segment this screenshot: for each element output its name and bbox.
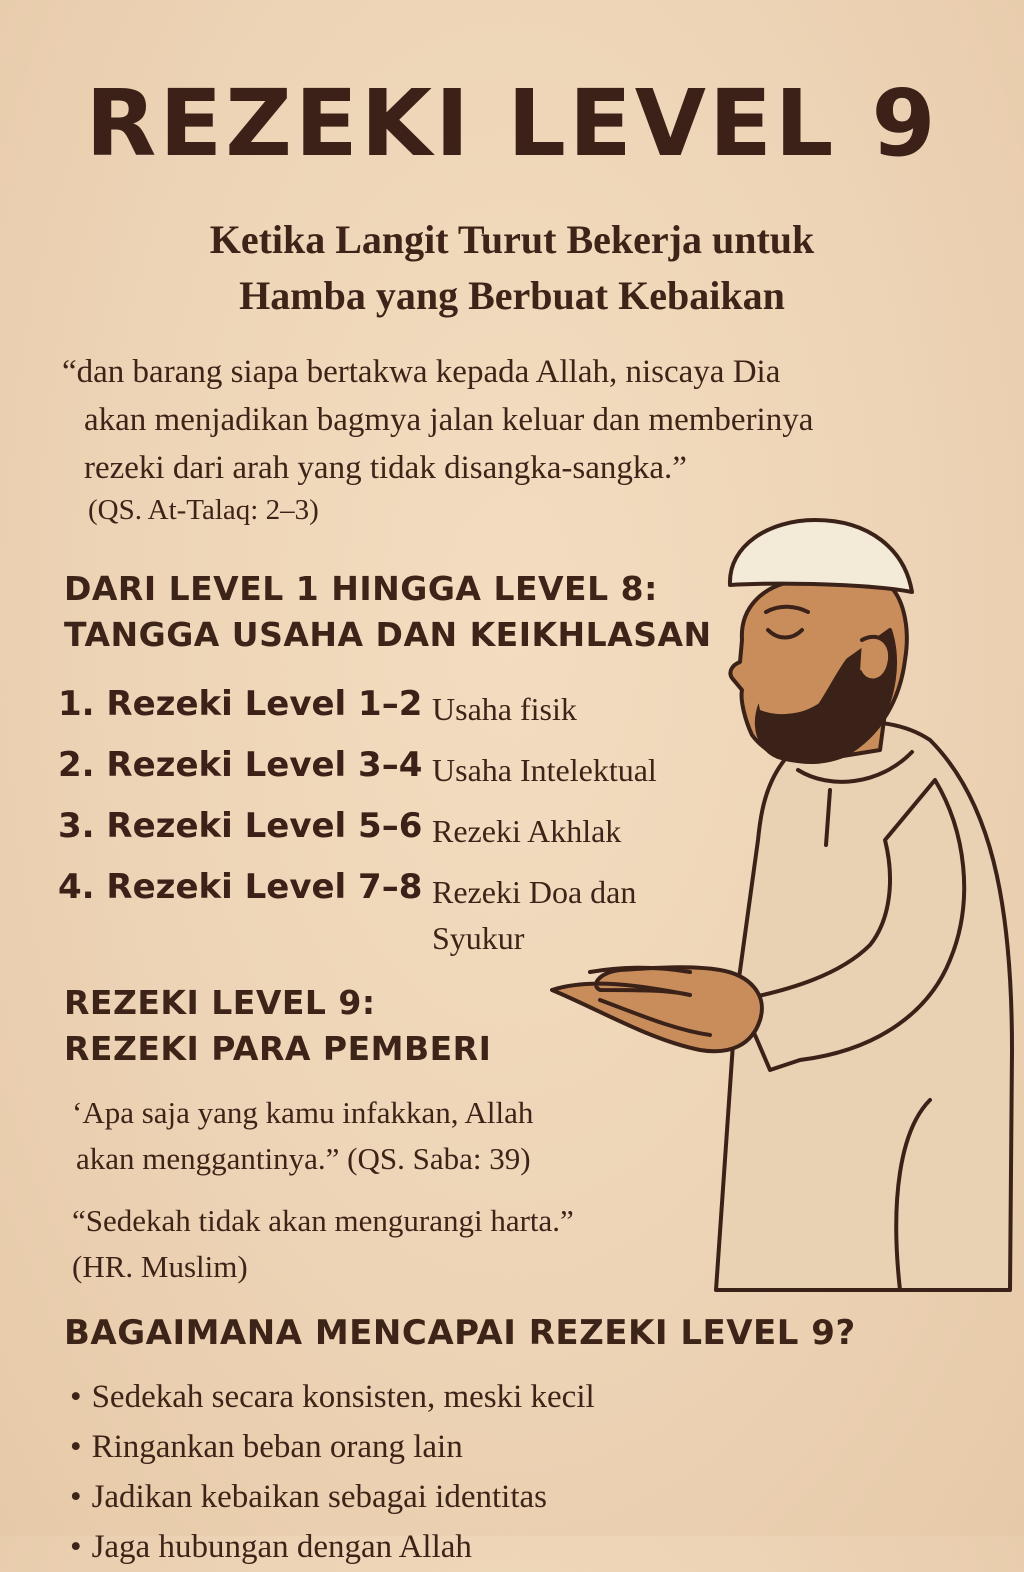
ear [860, 637, 890, 681]
quran-verse [62, 348, 982, 492]
bullet-item: • Jaga hubungan dengan Allah [70, 1522, 595, 1572]
quote-line: “Sedekah tidak akan mengurangi harta.” [72, 1203, 574, 1238]
subtitle-line: Hamba yang Berbuat Kebaikan [239, 273, 785, 318]
bullet-item: • Sedekah secara konsisten, meski kecil [70, 1372, 595, 1422]
how-heading: BAGAIMANA MENCAPAI REZEKI LEVEL 9? [64, 1313, 856, 1353]
level-label: 2. Rezeki Level 3–4 [58, 745, 423, 785]
level-description: Usaha fisik [432, 691, 577, 727]
verse-line: rezeki dari arah yang tidak disangka-sangka.” [84, 450, 687, 486]
praying-man-illustration [540, 510, 1024, 1310]
heading-line: TANGGA USAHA DAN KEIKHLASAN [64, 615, 712, 654]
page-subtitle [0, 212, 1024, 324]
quote-saba [72, 1090, 533, 1182]
level-description: Usaha Intelektual [432, 752, 657, 788]
level-label: 3. Rezeki Level 5–6 [58, 806, 423, 846]
quote-line: ‘Apa saja yang kamu infakkan, Allah [72, 1095, 534, 1130]
how-bullet-list [70, 1372, 595, 1572]
quote-hadith [72, 1198, 574, 1290]
kufi-cap [730, 520, 912, 592]
quote-line: (HR. Muslim) [72, 1249, 248, 1284]
subtitle-line: Ketika Langit Turut Bekerja untuk [209, 217, 815, 262]
heading-line: REZEKI LEVEL 9: [64, 983, 376, 1022]
level-label: 4. Rezeki Level 7–8 [58, 867, 423, 907]
level-label: 1. Rezeki Level 1–2 [58, 684, 423, 724]
verse-reference: (QS. At-Talaq: 2–3) [88, 494, 319, 526]
bullet-item: • Jadikan kebaikan sebagai identitas [70, 1472, 595, 1522]
level-description: Rezeki Doa dan Syukur [432, 874, 637, 956]
heading-line: DARI LEVEL 1 HINGGA LEVEL 8: [64, 569, 658, 608]
hands [552, 967, 762, 1051]
heading-line: REZEKI PARA PEMBERI [64, 1029, 492, 1068]
level9-heading [64, 980, 491, 1072]
bullet-item: • Ringankan beban orang lain [70, 1422, 595, 1472]
page-title: REZEKI LEVEL 9 [85, 70, 939, 177]
verse-line: “dan barang siapa bertakwa kepada Allah, niscaya Dia [62, 354, 781, 390]
verse-line: akan menjadikan bagmya jalan keluar dan memberinya [84, 402, 814, 438]
quote-line: akan menggantinya.” (QS. Saba: 39) [76, 1141, 531, 1176]
level-description: Rezeki Akhlak [432, 813, 622, 849]
